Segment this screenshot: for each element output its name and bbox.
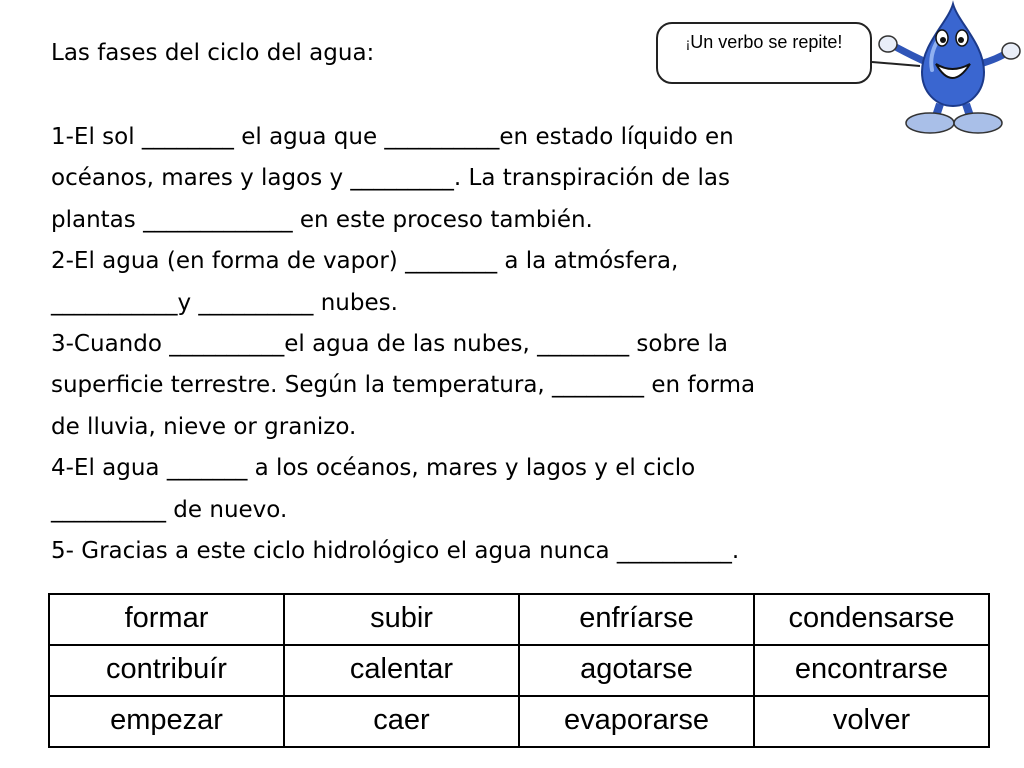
word-cell: empezar [49, 696, 284, 747]
exercise-line: 2-El agua (en forma de vapor) ________ a la atmósfera, [51, 248, 679, 275]
word-cell: subir [284, 594, 519, 645]
word-cell: volver [754, 696, 989, 747]
exercise-line: 4-El agua _______ a los océanos, mares y lagos y el ciclo [51, 455, 696, 482]
exercise-line: 5- Gracias a este ciclo hidrológico el agua nunca __________. [51, 538, 740, 565]
word-cell: encontrarse [754, 645, 989, 696]
table-row [49, 594, 989, 645]
exercise-line: ___________y __________ nubes. [51, 289, 398, 316]
water-drop-mascot-icon [868, 0, 1024, 135]
word-cell: condensarse [754, 594, 989, 645]
exercise-line: 3-Cuando __________el agua de las nubes, ________ sobre la [51, 331, 728, 358]
exercise-text [51, 117, 951, 572]
exercise-line: de lluvia, nieve or granizo. [51, 413, 357, 440]
speech-bubble [656, 22, 872, 84]
worksheet-title: Las fases del ciclo del agua: [51, 40, 375, 66]
table-row [49, 645, 989, 696]
exercise-line: superficie terrestre. Según la temperatura, ________ en forma [51, 372, 756, 399]
exercise-line: __________ de nuevo. [51, 496, 288, 523]
word-bank-table [48, 593, 990, 748]
word-cell: enfríarse [519, 594, 754, 645]
word-cell: agotarse [519, 645, 754, 696]
bubble-text: Un verbo se repite! [690, 32, 843, 52]
exercise-line: océanos, mares y lagos y _________. La transpiración de las [51, 165, 730, 192]
exercise-line: 1-El sol ________ el agua que __________en estado líquido en [51, 124, 734, 150]
word-cell: formar [49, 594, 284, 645]
word-cell: contribuír [49, 645, 284, 696]
word-cell: calentar [284, 645, 519, 696]
word-cell: caer [284, 696, 519, 747]
bubble-inverted-exclamation: ¡ [685, 35, 691, 51]
exercise-line: plantas _____________ en este proceso también. [51, 206, 593, 233]
table-row [49, 696, 989, 747]
word-cell: evaporarse [519, 696, 754, 747]
